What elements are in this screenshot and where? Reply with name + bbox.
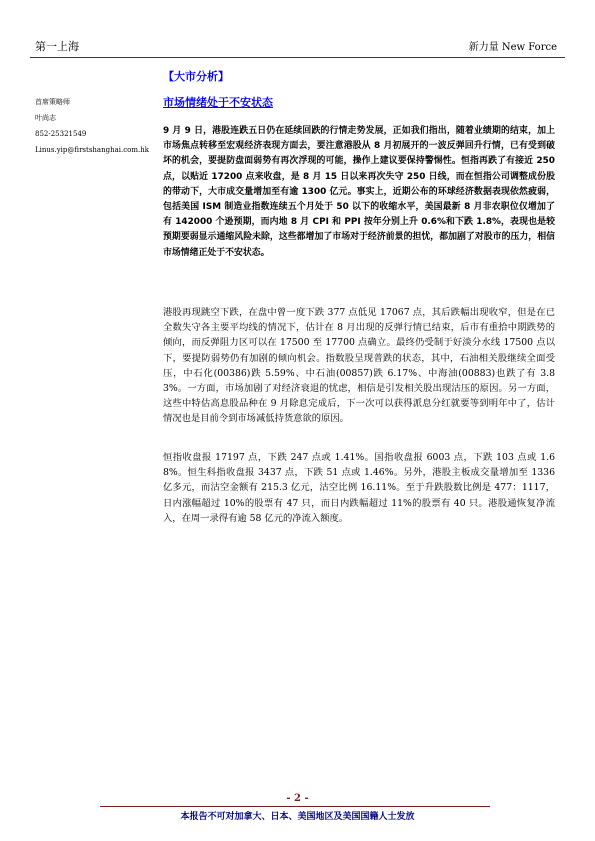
author-role: 首席策略师 bbox=[35, 98, 70, 106]
author-sidebar bbox=[35, 94, 160, 158]
author-phone: 852-25321549 bbox=[35, 130, 87, 138]
author-name: 叶尚志 bbox=[35, 114, 56, 122]
header-divider bbox=[30, 57, 565, 58]
section-tag: 【大市分析】 bbox=[163, 70, 229, 83]
paragraph-market-analysis: 港股再现跳空下跌，在盘中曾一度下跌 377 点低见 17067 点，其后跌幅出现收窄，但是在已全数失守各主要平均线的情况下，估计在 8 月出现的反弹行情已结束，后市有重拾中期跌势的倾向，而反弹阻力区可以在 17500 至 17700 点确立。最终仍受制于好淡分水线 17500 点以下，要提防弱势仍有加剧的倾向机会。指数股呈现普跌的状态，其中，石油相关股继续全面受压，中石化(00386)跌 5.59%、中石油(00857)跌 6.17%、中海油(00883)也跌了有 3.83%。一方面，市场加剧了对经济衰退的忧虑，相信是引发相关股出现沽压的原因。另一方面，这些中特估高息股品种在 9 月除息完成后，下一次可以获得派息分红就要等到明年中了，估计情况也是目前令到市场减低持货意欲的原因。 bbox=[163, 307, 555, 425]
paragraph-index-close: 恒指收盘报 17197 点，下跌 247 点或 1.41%。国指收盘报 6003 点，下跌 103 点或 1.68%。恒生科指收盘报 3437 点，下跌 51 点或 1.46%。另外，港股主板成交量增加至 1336 亿多元，而沽空金额有 215.3 亿元，沽空比例 16.11%。至于升跌股数比例是 477：1117，日内涨幅超过 10%的股票有 47 只，而日内跌幅超过 11%的股票有 40 只。港股通恢复净流入，在周一录得有逾 58 亿元的净流入额度。 bbox=[163, 452, 555, 524]
header-left-brand: 第一上海 bbox=[35, 40, 79, 53]
author-email: Linus.yip@firstshanghai.com.hk bbox=[35, 146, 149, 154]
footer-divider bbox=[100, 806, 490, 807]
header-right-title: 新力量 New Force bbox=[468, 42, 557, 53]
footer-disclaimer: 本报告不可对加拿大、日本、美国地区及美国国籍人士发放 bbox=[180, 812, 415, 822]
article-title: 市场情绪处于不安状态 bbox=[163, 96, 273, 109]
paragraph-summary: 9 月 9 日，港股连跌五日仍在延续回跌的行情走势发展，正如我们指出，随着业绩期的结束，加上市场焦点转移至宏观经济表现方面去，要注意港股从 8 月初展开的一波反弹回升行情，已有受到破坏的机会，要提防盘面弱势有再次浮现的可能，操作上建议要保持警惕性。恒指再跌了有接近 250 点，以贴近 17200 点来收盘，是 8 月 15 日以来再次失守 250 日线，而在恒指公司调整成份股的带动下，大市成交量增加至有逾 1300 亿元。事实上，近期公布的环球经济数据表现依然疲弱，包括美国 ISM 制造业指数连续五个月处于 50 以下的收缩水平，美国最新 8 月非农职位仅增加了有 142000 个逊预期，而内地 8 月 CPI 和 PPI 按年分别上升 0.6%和下跌 1.8%，表现也是较预期要弱显示通缩风险未除，这些都增加了市场对于经济前景的担忧，都加剧了对股市的压力，相信市场情绪正处于不安状态。 bbox=[163, 126, 555, 258]
page-number: - 2 - bbox=[286, 793, 309, 804]
